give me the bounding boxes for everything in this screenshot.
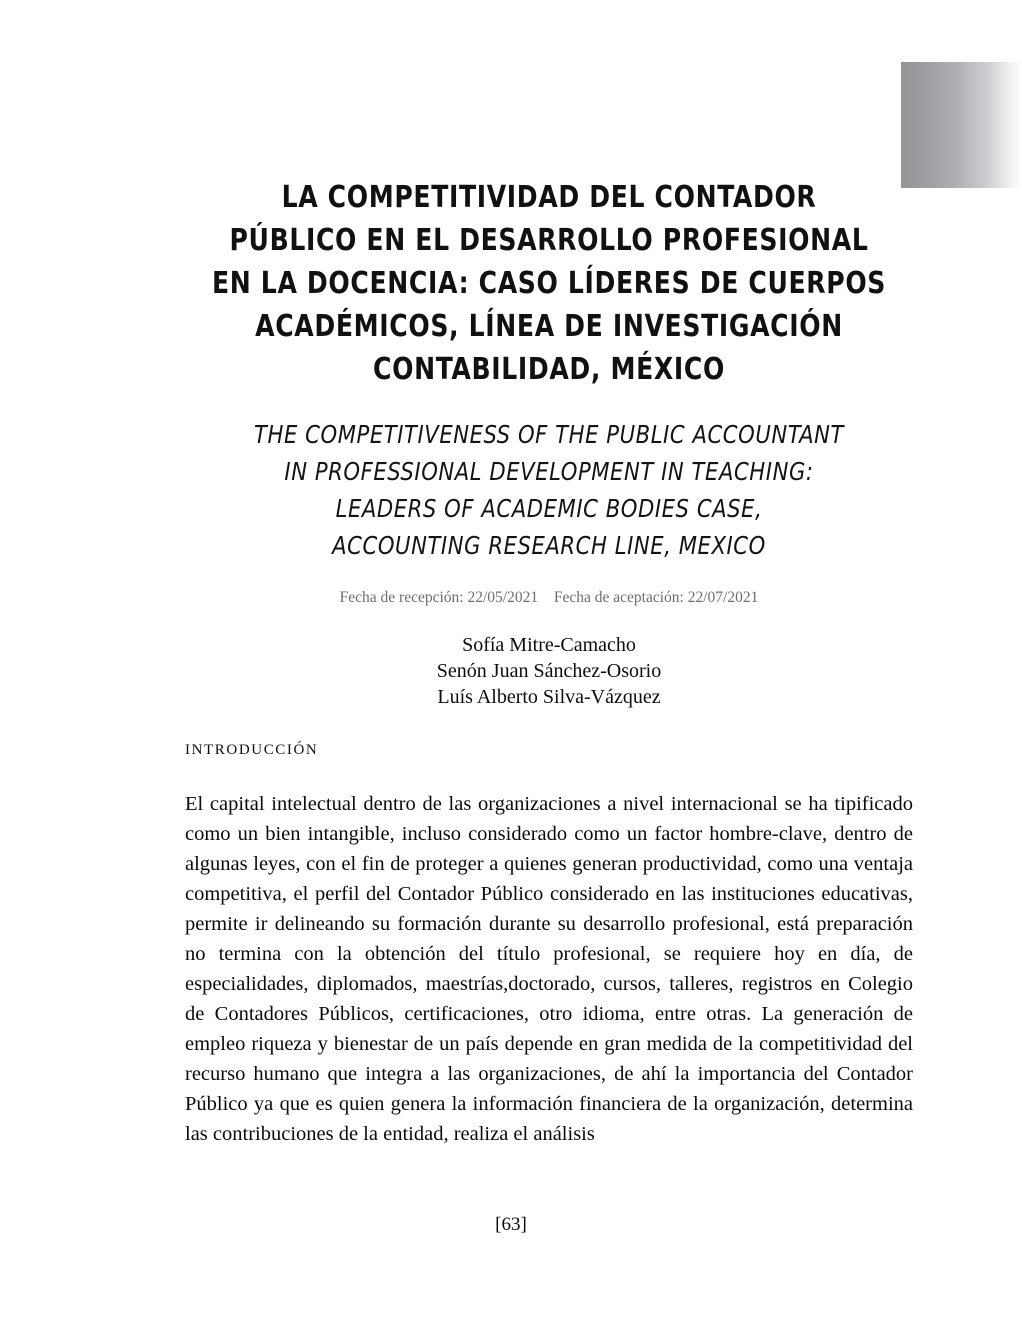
section-heading-introduccion: INTRODUCCIÓN <box>185 742 319 758</box>
subtitle-line: THE COMPETITIVENESS OF THE PUBLIC ACCOUNTANT <box>254 420 844 449</box>
subtitle-line: LEADERS OF ACADEMIC BODIES CASE, <box>335 494 763 523</box>
title-line: ACADÉMICOS, LÍNEA DE INVESTIGACIÓN <box>255 309 843 344</box>
reception-date-value: 22/05/2021 <box>467 589 539 606</box>
title-line: EN LA DOCENCIA: CASO LÍDERES DE CUERPOS <box>211 266 887 301</box>
acceptance-date-value: 22/07/2021 <box>687 589 759 606</box>
author-list <box>185 608 913 710</box>
publication-dates <box>185 564 913 608</box>
page-number: [63] <box>495 1214 527 1235</box>
title-line: PÚBLICO EN EL DESARROLLO PROFESIONAL <box>229 223 869 258</box>
reception-date-label: Fecha de recepción: <box>339 589 464 606</box>
body-paragraph: El capital intelectual dentro de las organizaciones a nivel internacional se ha tipificado como un bien intangible, incluso considerado como un factor hombre-clave, dentro de algunas leyes, con el fin de proteger a quienes generan productividad, como una ventaja competitiva, el perfil del Contador Público considerado en las instituciones educativas, permite ir delineando su formación durante su desarrollo profesional, está preparación no termina con la obtención del título profesional, se requiere hoy en día, de especialidades, diplomados, maestrías,doctorado, cursos, talleres, registros en Colegio de Contadores Públicos, certificaciones, otro idioma, entre otras. La generación de empleo riqueza y bienestar de un país depende en gran medida de la competitividad del recurso humano que integra a las organizaciones, de ahí la importancia del Contador Público ya que es quien genera la información financiera de la organización, determina las contribuciones de la entidad, realiza el análisis <box>185 793 913 1145</box>
scan-gradient-artifact <box>901 62 1022 188</box>
page-content-column <box>185 0 913 1149</box>
acceptance-date-label: Fecha de aceptación: <box>553 589 684 606</box>
author-name: Luís Alberto Silva-Vázquez <box>437 686 661 708</box>
title-line: CONTABILIDAD, MÉXICO <box>373 352 725 387</box>
subtitle-line: ACCOUNTING RESEARCH LINE, MEXICO <box>332 531 766 560</box>
author-name: Senón Juan Sánchez-Osorio <box>436 660 662 682</box>
subtitle-line: IN PROFESSIONAL DEVELOPMENT IN TEACHING: <box>284 457 814 486</box>
article-subtitle-english <box>207 391 891 564</box>
author-name: Sofía Mitre-Camacho <box>462 634 636 656</box>
article-title <box>210 0 887 391</box>
title-line: LA COMPETITIVIDAD DEL CONTADOR <box>281 180 817 215</box>
